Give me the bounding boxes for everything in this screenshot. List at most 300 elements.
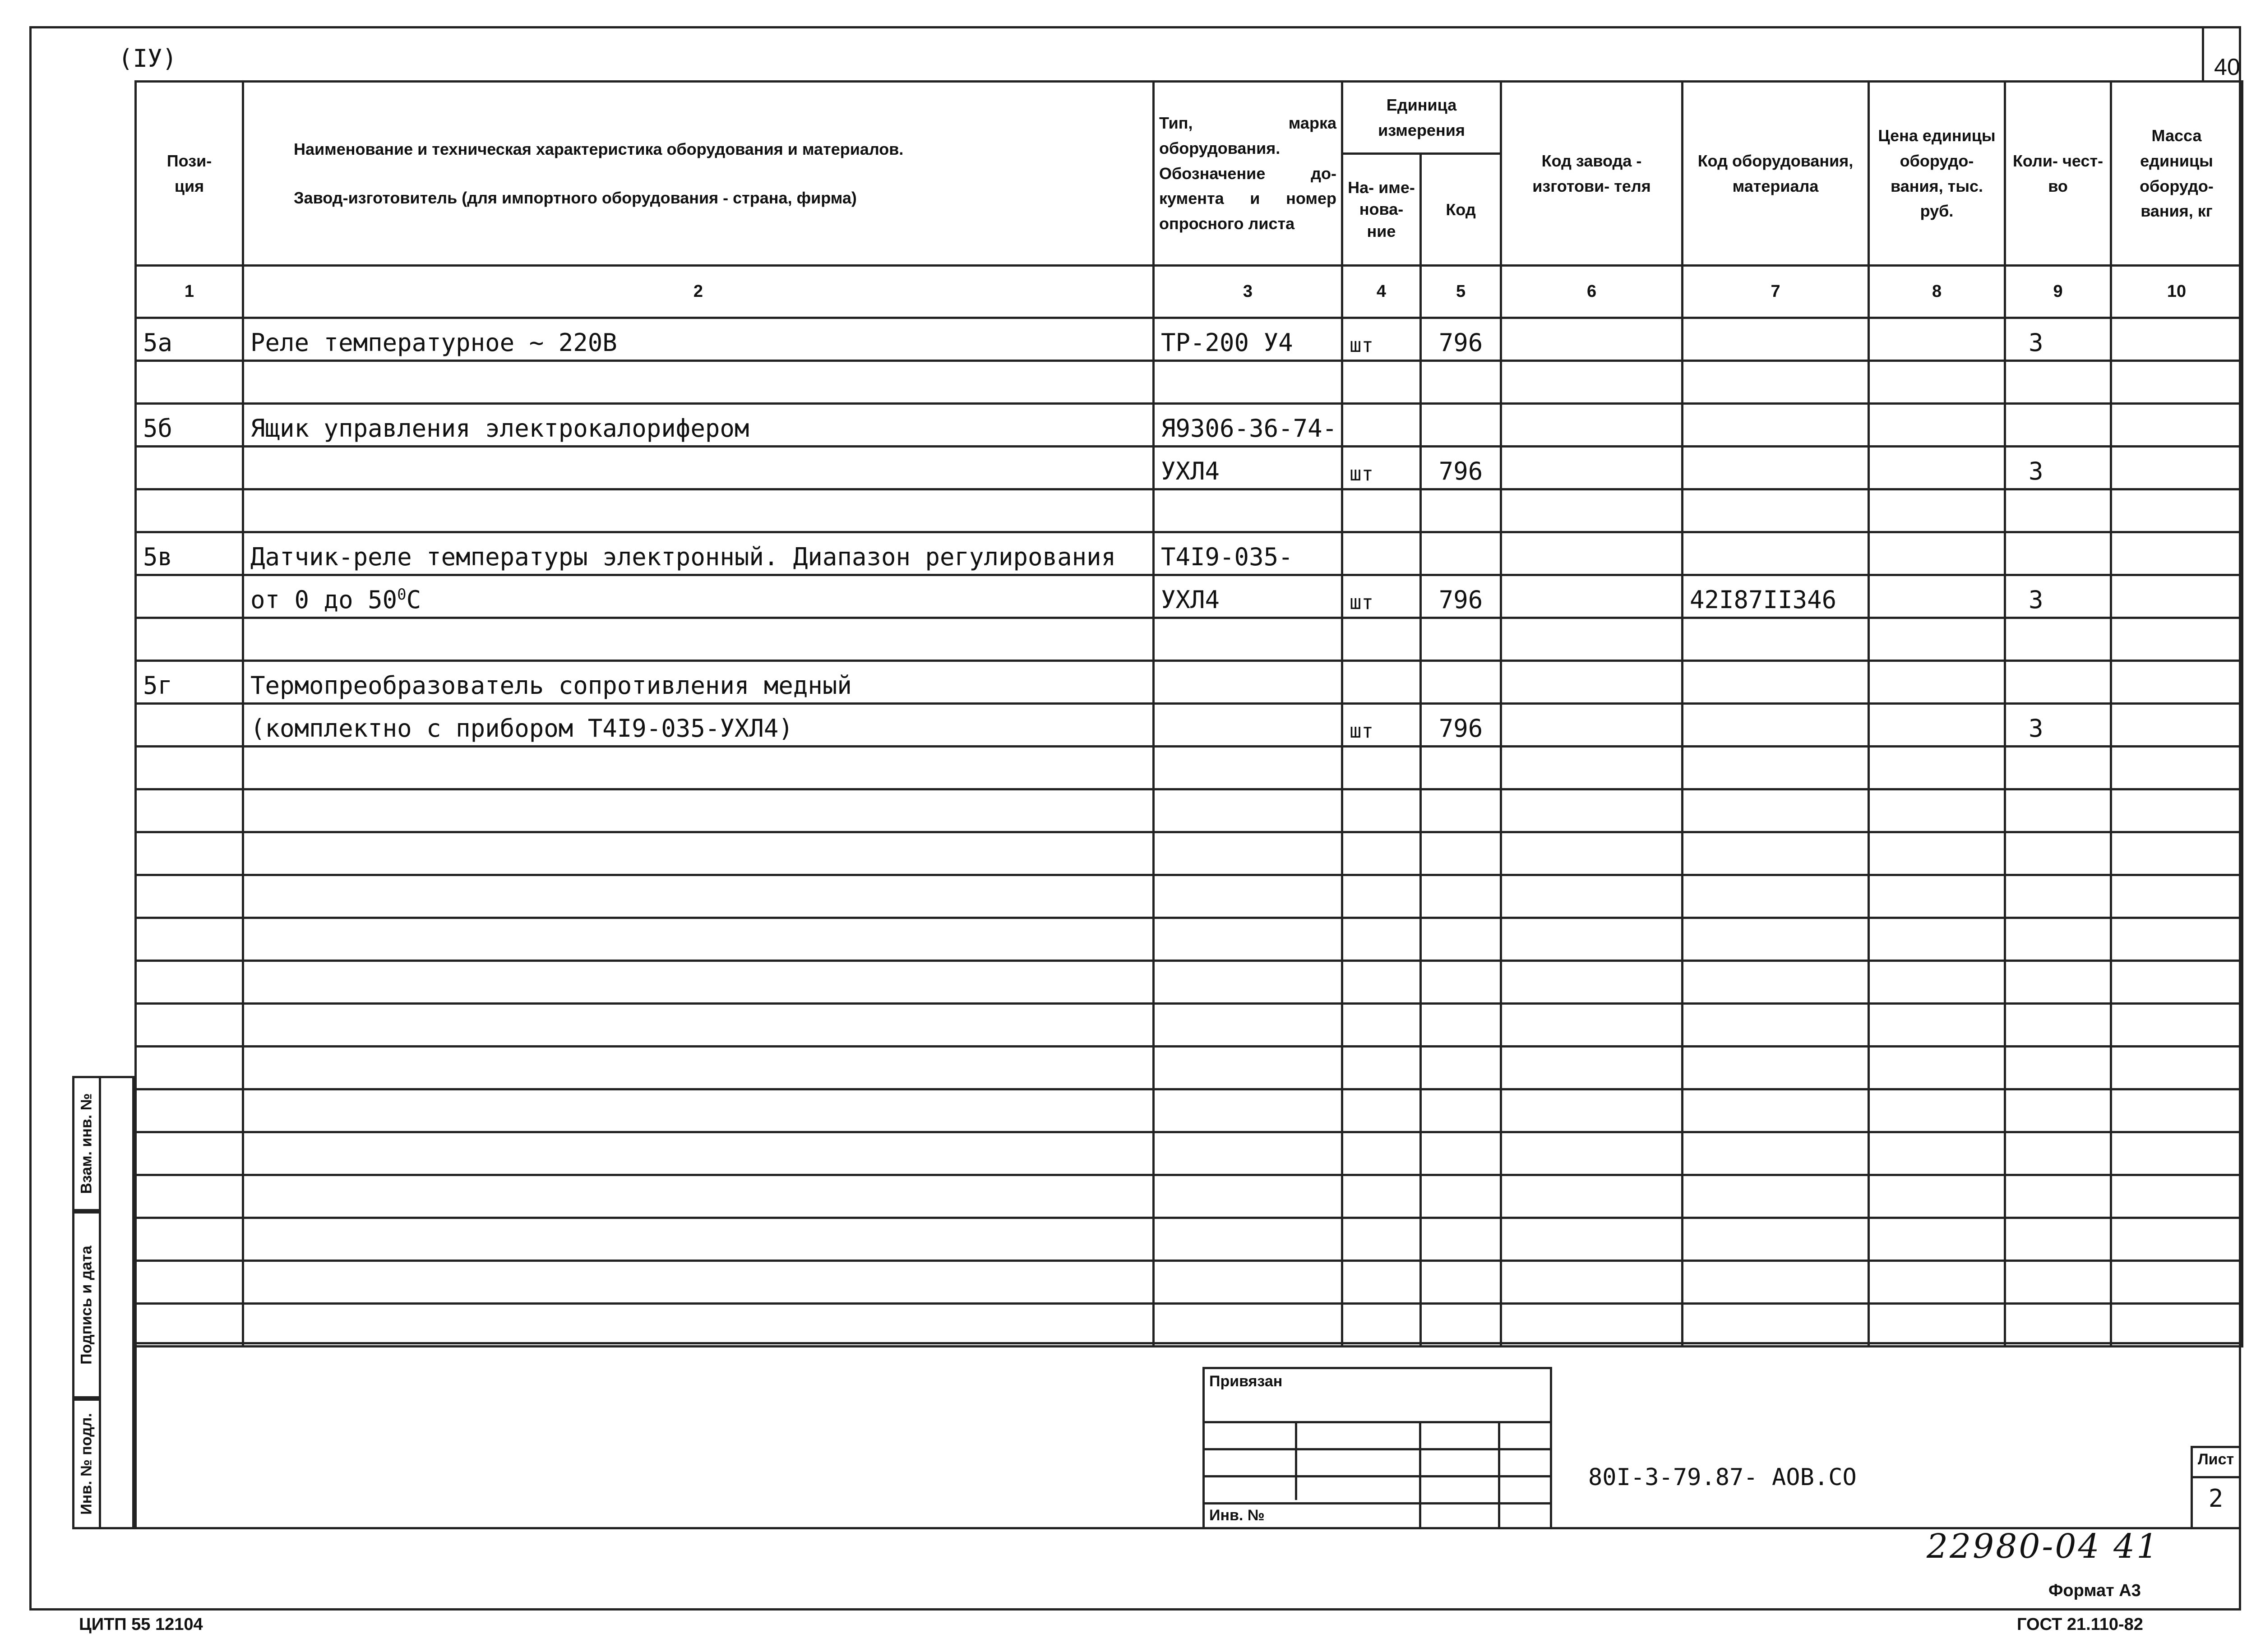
mass-cell	[2111, 704, 2242, 747]
table-row	[136, 832, 2242, 875]
type-cell	[1154, 1004, 1342, 1047]
position-cell	[136, 618, 243, 661]
price-cell	[1869, 489, 2005, 532]
name-cell	[243, 489, 1154, 532]
type-cell	[1154, 1132, 1342, 1175]
position-cell	[136, 1089, 243, 1132]
page-number-box	[2202, 26, 2241, 83]
unit-code-cell	[1421, 361, 1501, 404]
table-row	[136, 918, 2242, 961]
quantity-cell	[2005, 1261, 2111, 1304]
table-row	[136, 447, 2242, 489]
table-row	[136, 1047, 2242, 1089]
position-cell	[136, 961, 243, 1004]
price-cell	[1869, 404, 2005, 447]
material-code-cell	[1683, 618, 1869, 661]
type-cell	[1154, 961, 1342, 1004]
column-number: 1	[136, 266, 243, 318]
side-label-original: Инв. № подл.	[78, 1413, 95, 1515]
position-cell: 5а	[136, 318, 243, 361]
unit-code-cell	[1421, 789, 1501, 832]
specification-table	[134, 80, 2243, 1347]
mass-cell	[2111, 1089, 2242, 1132]
unit-code-cell	[1421, 832, 1501, 875]
type-cell	[1154, 747, 1342, 789]
header-type: Тип, марка оборудования. Обозначение до- кумента и номер опросного листа	[1154, 82, 1342, 266]
name-cell	[243, 1047, 1154, 1089]
material-code-cell	[1683, 318, 1869, 361]
column-number: 5	[1421, 266, 1501, 318]
price-cell	[1869, 1004, 2005, 1047]
mass-cell	[2111, 832, 2242, 875]
column-number-row	[136, 266, 2242, 318]
plant-code-cell	[1501, 1304, 1683, 1347]
bound-grid-line	[1295, 1421, 1297, 1500]
name-cell	[243, 832, 1154, 875]
quantity-cell	[2005, 961, 2111, 1004]
price-cell	[1869, 447, 2005, 489]
type-cell	[1154, 1261, 1342, 1304]
bound-block	[1202, 1367, 1552, 1529]
price-cell	[1869, 575, 2005, 618]
type-cell	[1154, 661, 1342, 704]
quantity-cell	[2005, 361, 2111, 404]
position-cell: 5г	[136, 661, 243, 704]
unit-code-cell	[1421, 1304, 1501, 1347]
table-row	[136, 532, 2242, 575]
type-cell	[1154, 1089, 1342, 1132]
unit-name-cell: шт	[1342, 575, 1421, 618]
position-cell	[136, 832, 243, 875]
unit-code-cell	[1421, 747, 1501, 789]
material-code-cell	[1683, 1304, 1869, 1347]
header-unit-name: На- име- нова- ние	[1342, 154, 1421, 266]
header-position: Пози- ция	[136, 82, 243, 266]
column-number: 4	[1342, 266, 1421, 318]
quantity-cell	[2005, 661, 2111, 704]
plant-code-cell	[1501, 961, 1683, 1004]
name-cell	[243, 1218, 1154, 1261]
plant-code-cell	[1501, 318, 1683, 361]
unit-name-cell	[1342, 532, 1421, 575]
unit-code-cell	[1421, 532, 1501, 575]
header-unit-group: Единица измерения	[1342, 82, 1501, 154]
position-cell	[136, 1261, 243, 1304]
price-cell	[1869, 361, 2005, 404]
unit-code-cell: 796	[1421, 704, 1501, 747]
plant-code-cell	[1501, 404, 1683, 447]
unit-name-cell	[1342, 618, 1421, 661]
plant-code-cell	[1501, 1218, 1683, 1261]
price-cell	[1869, 961, 2005, 1004]
table-row	[136, 404, 2242, 447]
name-cell	[243, 1175, 1154, 1218]
unit-name-cell	[1342, 489, 1421, 532]
position-cell: 5б	[136, 404, 243, 447]
quantity-cell	[2005, 1004, 2111, 1047]
table-row	[136, 1004, 2242, 1047]
position-cell	[136, 575, 243, 618]
quantity-cell	[2005, 918, 2111, 961]
sheet-box	[2191, 1446, 2241, 1529]
quantity-cell	[2005, 1047, 2111, 1089]
position-cell	[136, 1047, 243, 1089]
price-cell	[1869, 1132, 2005, 1175]
material-code-cell	[1683, 961, 1869, 1004]
plant-code-cell	[1501, 789, 1683, 832]
quantity-cell	[2005, 404, 2111, 447]
price-cell	[1869, 875, 2005, 918]
column-number: 10	[2111, 266, 2242, 318]
plant-code-cell	[1501, 1261, 1683, 1304]
plant-code-cell	[1501, 1047, 1683, 1089]
name-cell	[243, 447, 1154, 489]
plant-code-cell	[1501, 704, 1683, 747]
header-name-line1: Наименование и техническая характеристика оборудования и материалов.	[294, 139, 904, 158]
type-cell	[1154, 789, 1342, 832]
unit-name-cell	[1342, 1004, 1421, 1047]
plant-code-cell	[1501, 532, 1683, 575]
type-cell	[1154, 1218, 1342, 1261]
material-code-cell: 42I87II346	[1683, 575, 1869, 618]
material-code-cell	[1683, 1218, 1869, 1261]
name-cell: Реле температурное ~ 220В	[243, 318, 1154, 361]
price-cell	[1869, 832, 2005, 875]
unit-name-cell	[1342, 961, 1421, 1004]
plant-code-cell	[1501, 832, 1683, 875]
price-cell	[1869, 532, 2005, 575]
unit-code-cell	[1421, 1132, 1501, 1175]
name-cell: (комплектно с прибором Т4I9-035-УХЛ4)	[243, 704, 1154, 747]
name-cell	[243, 875, 1154, 918]
unit-name-cell	[1342, 1261, 1421, 1304]
unit-name-cell	[1342, 1218, 1421, 1261]
mass-cell	[2111, 447, 2242, 489]
name-cell	[243, 1132, 1154, 1175]
position-cell	[136, 747, 243, 789]
price-cell	[1869, 318, 2005, 361]
position-cell	[136, 1175, 243, 1218]
column-number: 8	[1869, 266, 2005, 318]
plant-code-cell	[1501, 875, 1683, 918]
plant-code-cell	[1501, 1132, 1683, 1175]
price-cell	[1869, 1261, 2005, 1304]
bound-grid-line	[1419, 1421, 1421, 1527]
header-name	[243, 82, 1154, 266]
plant-code-cell	[1501, 1175, 1683, 1218]
quantity-cell	[2005, 789, 2111, 832]
header-price: Цена единицы оборудо- вания, тыс. руб.	[1869, 82, 2005, 266]
sheet-number: 2	[2208, 1484, 2224, 1513]
position-cell	[136, 789, 243, 832]
position-cell: 5в	[136, 532, 243, 575]
position-cell	[136, 1304, 243, 1347]
material-code-cell	[1683, 361, 1869, 404]
quantity-cell	[2005, 832, 2111, 875]
side-stamp-spine	[101, 1076, 134, 1529]
material-code-cell	[1683, 489, 1869, 532]
mass-cell	[2111, 1218, 2242, 1261]
name-cell	[243, 575, 1154, 618]
header-material-code: Код оборудования, материала	[1683, 82, 1869, 266]
quantity-cell	[2005, 532, 2111, 575]
plant-code-cell	[1501, 1089, 1683, 1132]
unit-code-cell	[1421, 961, 1501, 1004]
unit-name-cell	[1342, 918, 1421, 961]
position-cell	[136, 918, 243, 961]
position-cell	[136, 447, 243, 489]
format-label: Формат А3	[2048, 1581, 2141, 1600]
material-code-cell	[1683, 832, 1869, 875]
mass-cell	[2111, 875, 2242, 918]
quantity-cell: 3	[2005, 447, 2111, 489]
quantity-cell	[2005, 618, 2111, 661]
bottom-left-code: ЦИТП 55 12104	[79, 1615, 203, 1634]
header-quantity: Коли- чест- во	[2005, 82, 2111, 266]
mass-cell	[2111, 661, 2242, 704]
price-cell	[1869, 704, 2005, 747]
plant-code-cell	[1501, 618, 1683, 661]
name-cell	[243, 618, 1154, 661]
position-cell	[136, 361, 243, 404]
unit-code-cell	[1421, 1047, 1501, 1089]
type-cell	[1154, 918, 1342, 961]
unit-code-cell	[1421, 661, 1501, 704]
table-row	[136, 747, 2242, 789]
type-cell	[1154, 618, 1342, 661]
unit-name-cell	[1342, 789, 1421, 832]
price-cell	[1869, 1304, 2005, 1347]
unit-code-cell	[1421, 1089, 1501, 1132]
mass-cell	[2111, 1304, 2242, 1347]
name-cell	[243, 789, 1154, 832]
material-code-cell	[1683, 1261, 1869, 1304]
quantity-cell	[2005, 875, 2111, 918]
type-cell	[1154, 1047, 1342, 1089]
position-cell	[136, 489, 243, 532]
type-cell: УХЛ4	[1154, 447, 1342, 489]
type-cell	[1154, 1304, 1342, 1347]
name-cell	[243, 1089, 1154, 1132]
table-row	[136, 1089, 2242, 1132]
plant-code-cell	[1501, 661, 1683, 704]
unit-code-cell	[1421, 1218, 1501, 1261]
price-cell	[1869, 1218, 2005, 1261]
unit-code-cell	[1421, 875, 1501, 918]
quantity-cell	[2005, 1089, 2111, 1132]
unit-code-cell	[1421, 1261, 1501, 1304]
price-cell	[1869, 618, 2005, 661]
quantity-cell	[2005, 1304, 2111, 1347]
type-cell	[1154, 832, 1342, 875]
plant-code-cell	[1501, 1004, 1683, 1047]
page-number: 40	[2214, 54, 2240, 80]
material-code-cell	[1683, 747, 1869, 789]
name-cell	[243, 1261, 1154, 1304]
plant-code-cell	[1501, 575, 1683, 618]
side-label-signature: Подпись и дата	[78, 1245, 95, 1365]
table-row	[136, 961, 2242, 1004]
material-code-cell	[1683, 404, 1869, 447]
type-cell: Я9306-36-74-	[1154, 404, 1342, 447]
unit-code-cell	[1421, 489, 1501, 532]
mass-cell	[2111, 618, 2242, 661]
side-stamp-replacement	[72, 1076, 101, 1211]
table-row	[136, 618, 2242, 661]
unit-code-cell	[1421, 1004, 1501, 1047]
quantity-cell	[2005, 489, 2111, 532]
name-cell	[243, 918, 1154, 961]
quantity-cell: 3	[2005, 575, 2111, 618]
table-row	[136, 704, 2242, 747]
mass-cell	[2111, 961, 2242, 1004]
type-cell: Т4I9-035-	[1154, 532, 1342, 575]
mass-cell	[2111, 532, 2242, 575]
position-cell	[136, 875, 243, 918]
doc-code: 80I-3-79.87- АОВ.СО	[1588, 1464, 1857, 1491]
unit-code-cell	[1421, 918, 1501, 961]
table-row	[136, 1175, 2242, 1218]
price-cell	[1869, 1089, 2005, 1132]
table-row	[136, 875, 2242, 918]
material-code-cell	[1683, 532, 1869, 575]
name-cell	[243, 361, 1154, 404]
material-code-cell	[1683, 1047, 1869, 1089]
handwritten-number: 22980-04 41	[1927, 1527, 2160, 1566]
price-cell	[1869, 789, 2005, 832]
header-name-line2: Завод-изготовитель (для импортного оборудования - страна, фирма)	[294, 188, 857, 207]
price-cell	[1869, 918, 2005, 961]
type-cell	[1154, 1175, 1342, 1218]
mass-cell	[2111, 1004, 2242, 1047]
unit-name-cell	[1342, 875, 1421, 918]
table-row	[136, 1261, 2242, 1304]
type-cell	[1154, 361, 1342, 404]
mass-cell	[2111, 918, 2242, 961]
unit-name-cell	[1342, 1304, 1421, 1347]
unit-name-cell	[1342, 661, 1421, 704]
name-unit: С	[406, 586, 421, 614]
mass-cell	[2111, 747, 2242, 789]
side-stamp-original	[72, 1398, 101, 1529]
unit-code-cell: 796	[1421, 318, 1501, 361]
type-cell	[1154, 489, 1342, 532]
degree-superscript: 0	[397, 586, 407, 604]
quantity-cell	[2005, 747, 2111, 789]
type-cell	[1154, 875, 1342, 918]
mass-cell	[2111, 1261, 2242, 1304]
table-row	[136, 1304, 2242, 1347]
corner-label: (IУ)	[118, 44, 177, 73]
quantity-cell: 3	[2005, 318, 2111, 361]
material-code-cell	[1683, 1004, 1869, 1047]
mass-cell	[2111, 318, 2242, 361]
price-cell	[1869, 661, 2005, 704]
side-label-replacement: Взам. инв. №	[78, 1093, 95, 1194]
bound-grid-line	[1498, 1421, 1500, 1527]
material-code-cell	[1683, 789, 1869, 832]
material-code-cell	[1683, 1089, 1869, 1132]
unit-name-cell: шт	[1342, 318, 1421, 361]
name-cell	[243, 1004, 1154, 1047]
table-row	[136, 661, 2242, 704]
table-row	[136, 1218, 2242, 1261]
mass-cell	[2111, 1047, 2242, 1089]
unit-name-cell	[1342, 1132, 1421, 1175]
price-cell	[1869, 747, 2005, 789]
position-cell	[136, 1218, 243, 1261]
unit-name-cell	[1342, 1047, 1421, 1089]
name-cell: Термопреобразователь сопротивления медный	[243, 661, 1154, 704]
material-code-cell	[1683, 447, 1869, 489]
mass-cell	[2111, 489, 2242, 532]
unit-code-cell: 796	[1421, 447, 1501, 489]
header-unit-code: Код	[1421, 154, 1501, 266]
quantity-cell	[2005, 1132, 2111, 1175]
column-number: 7	[1683, 266, 1869, 318]
quantity-cell	[2005, 1218, 2111, 1261]
material-code-cell	[1683, 875, 1869, 918]
unit-name-cell	[1342, 1089, 1421, 1132]
unit-code-cell	[1421, 404, 1501, 447]
plant-code-cell	[1501, 918, 1683, 961]
table-row	[136, 489, 2242, 532]
type-cell: ТР-200 У4	[1154, 318, 1342, 361]
material-code-cell	[1683, 661, 1869, 704]
position-cell	[136, 704, 243, 747]
mass-cell	[2111, 361, 2242, 404]
quantity-cell	[2005, 1175, 2111, 1218]
plant-code-cell	[1501, 747, 1683, 789]
unit-name-cell: шт	[1342, 704, 1421, 747]
name-cell: Датчик-реле температуры электронный. Диапазон регулирования	[243, 532, 1154, 575]
price-cell	[1869, 1047, 2005, 1089]
bound-label: Привязан	[1209, 1373, 1283, 1390]
plant-code-cell	[1501, 489, 1683, 532]
table-row	[136, 361, 2242, 404]
name-text: от 0 до 50	[250, 586, 398, 614]
side-stamp-signature	[72, 1211, 101, 1398]
material-code-cell	[1683, 1132, 1869, 1175]
header-row	[136, 82, 2242, 154]
type-cell: УХЛ4	[1154, 575, 1342, 618]
header-mass: Масса единицы оборудо- вания, кг	[2111, 82, 2242, 266]
mass-cell	[2111, 1132, 2242, 1175]
name-cell	[243, 747, 1154, 789]
header-plant-code: Код завода - изготови- теля	[1501, 82, 1683, 266]
title-block	[134, 1342, 2241, 1529]
mass-cell	[2111, 789, 2242, 832]
position-cell	[136, 1132, 243, 1175]
unit-name-cell	[1342, 1175, 1421, 1218]
type-cell	[1154, 704, 1342, 747]
mass-cell	[2111, 404, 2242, 447]
unit-name-cell: шт	[1342, 447, 1421, 489]
column-number: 6	[1501, 266, 1683, 318]
table-row	[136, 1132, 2242, 1175]
unit-name-cell	[1342, 404, 1421, 447]
sheet-label: Лист	[2197, 1451, 2234, 1468]
name-cell	[243, 961, 1154, 1004]
plant-code-cell	[1501, 447, 1683, 489]
unit-code-cell: 796	[1421, 575, 1501, 618]
table-row	[136, 789, 2242, 832]
name-cell: Ящик управления электрокалорифером	[243, 404, 1154, 447]
quantity-cell: 3	[2005, 704, 2111, 747]
inv-label: Инв. №	[1209, 1507, 1265, 1524]
mass-cell	[2111, 575, 2242, 618]
column-number: 3	[1154, 266, 1342, 318]
